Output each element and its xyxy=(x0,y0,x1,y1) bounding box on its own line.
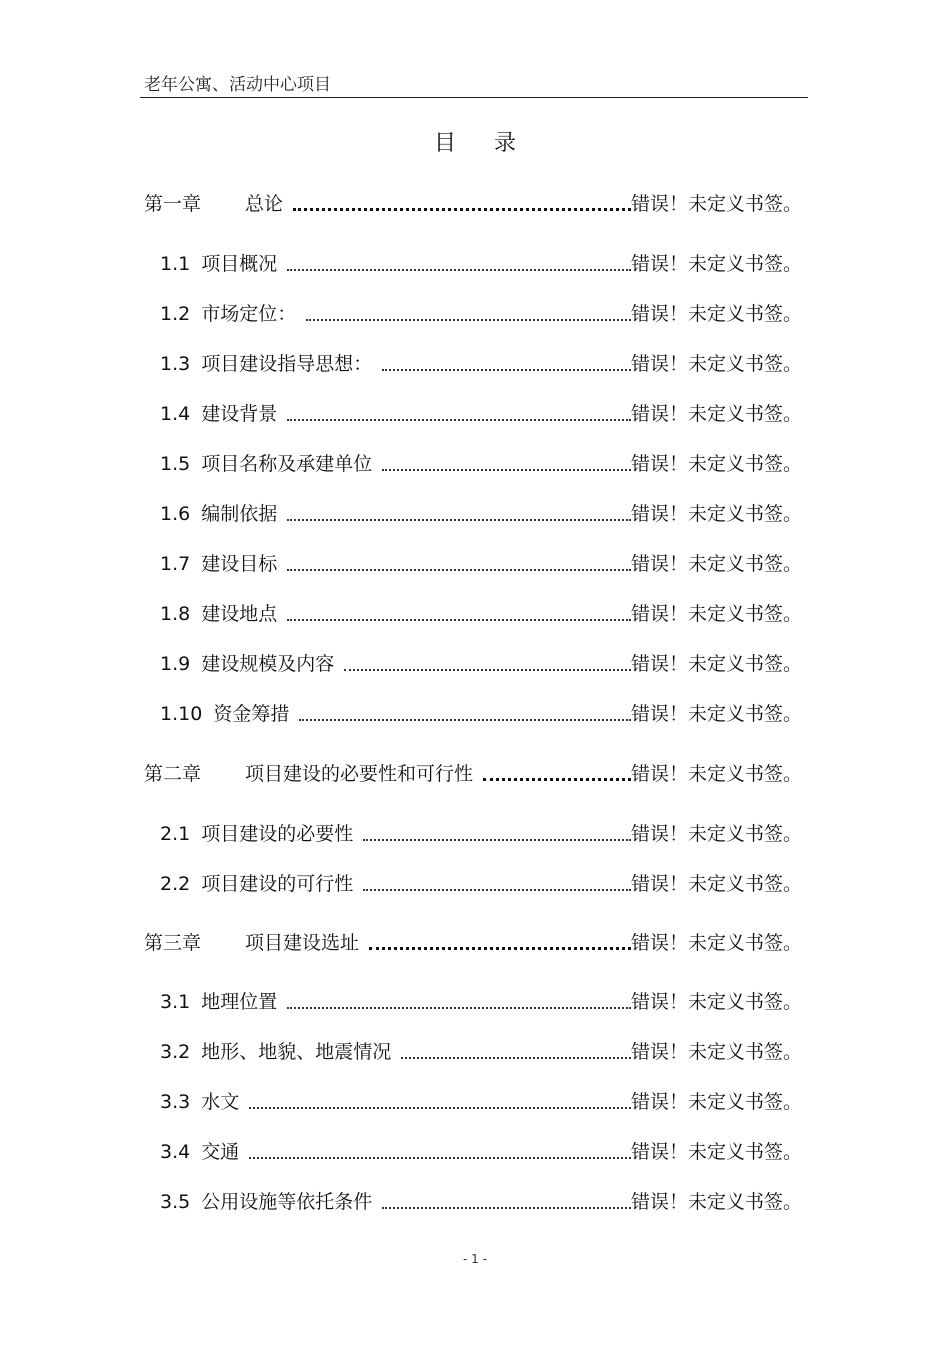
toc-entry-number: 2.1 xyxy=(160,823,191,845)
toc-entry-number: 1.1 xyxy=(160,253,191,275)
toc-entry-label: 交通 xyxy=(201,1141,240,1163)
toc-section-entry[interactable] xyxy=(160,296,802,326)
toc-entry-number: 3.4 xyxy=(160,1141,191,1163)
toc-entry-number: 1.2 xyxy=(160,303,191,325)
toc-entry-number: 第二章 xyxy=(144,763,202,785)
toc-entry-number: 1.5 xyxy=(160,453,191,475)
toc-dot-leader xyxy=(287,619,631,621)
toc-entry-number: 1.6 xyxy=(160,503,191,525)
toc-section-entry[interactable] xyxy=(160,1134,802,1164)
toc-entry-label: 资金筹措 xyxy=(213,703,290,725)
toc-dot-leader xyxy=(382,1207,631,1209)
toc-dot-leader xyxy=(401,1057,631,1059)
toc-entry-label: 水文 xyxy=(201,1091,240,1113)
toc-entry-number: 1.4 xyxy=(160,403,191,425)
toc-chapter-entry[interactable] xyxy=(144,925,802,955)
toc-section-entry[interactable] xyxy=(160,496,802,526)
toc-entry-page-ref: 错误！未定义书签。 xyxy=(630,1191,802,1213)
toc-dot-leader xyxy=(363,889,631,891)
toc-entry-page-ref: 错误！未定义书签。 xyxy=(630,253,802,275)
toc-entry-page-ref: 错误！未定义书签。 xyxy=(630,763,802,785)
toc-section-entry[interactable] xyxy=(160,446,802,476)
toc-entry-page-ref: 错误！未定义书签。 xyxy=(630,603,802,625)
toc-entry-number: 第一章 xyxy=(144,193,202,215)
toc-section-entry[interactable] xyxy=(160,346,802,376)
toc-section-entry[interactable] xyxy=(160,816,802,846)
toc-entry-number: 3.2 xyxy=(160,1041,191,1063)
toc-section-entry[interactable] xyxy=(160,246,802,276)
toc-entry-number: 第三章 xyxy=(144,932,202,954)
toc-entry-page-ref: 错误！未定义书签。 xyxy=(630,1091,802,1113)
toc-dot-leader xyxy=(287,1007,631,1009)
toc-entry-page-ref: 错误！未定义书签。 xyxy=(630,1141,802,1163)
toc-entry-label: 项目建设的必要性 xyxy=(201,823,354,845)
toc-entry-page-ref: 错误！未定义书签。 xyxy=(630,991,802,1013)
toc-entry-label: 建设背景 xyxy=(201,403,278,425)
toc-entry-page-ref: 错误！未定义书签。 xyxy=(630,1041,802,1063)
toc-entry-page-ref: 错误！未定义书签。 xyxy=(630,553,802,575)
toc-dot-leader xyxy=(483,778,631,781)
toc-entry-page-ref: 错误！未定义书签。 xyxy=(630,873,802,895)
toc-chapter-entry[interactable] xyxy=(144,756,802,786)
toc-dot-leader xyxy=(287,569,631,571)
toc-section-entry[interactable] xyxy=(160,1084,802,1114)
toc-entry-label: 公用设施等依托条件 xyxy=(201,1191,373,1213)
toc-section-entry[interactable] xyxy=(160,546,802,576)
toc-entry-label: 地理位置 xyxy=(201,991,278,1013)
toc-dot-leader xyxy=(287,419,631,421)
toc-section-entry[interactable] xyxy=(160,866,802,896)
toc-dot-leader xyxy=(249,1107,631,1109)
toc-dot-leader xyxy=(293,208,631,211)
toc-entry-label: 项目名称及承建单位 xyxy=(201,453,373,475)
toc-entry-number: 3.1 xyxy=(160,991,191,1013)
toc-dot-leader xyxy=(287,519,631,521)
toc-entry-label: 项目建设指导思想： xyxy=(201,353,373,375)
toc-entry-label: 建设目标 xyxy=(201,553,278,575)
toc-entry-label: 项目概况 xyxy=(201,253,278,275)
toc-entry-page-ref: 错误！未定义书签。 xyxy=(630,453,802,475)
toc-entry-page-ref: 错误！未定义书签。 xyxy=(630,353,802,375)
toc-entry-label: 项目建设的可行性 xyxy=(201,873,354,895)
toc-entry-page-ref: 错误！未定义书签。 xyxy=(630,653,802,675)
toc-dot-leader xyxy=(382,369,631,371)
toc-section-entry[interactable] xyxy=(160,596,802,626)
toc-entry-label: 建设地点 xyxy=(201,603,278,625)
toc-entry-page-ref: 错误！未定义书签。 xyxy=(630,193,802,215)
toc-dot-leader xyxy=(306,319,631,321)
page-number: - 1 - xyxy=(463,1252,487,1266)
toc-entry-label: 总论 xyxy=(245,193,284,215)
toc-entry-page-ref: 错误！未定义书签。 xyxy=(630,932,802,954)
toc-dot-leader xyxy=(287,269,631,271)
toc-entry-label: 项目建设选址 xyxy=(245,932,360,954)
toc-title: 目录 xyxy=(433,131,554,156)
toc-entry-number: 1.8 xyxy=(160,603,191,625)
header-rule xyxy=(140,97,808,98)
toc-section-entry[interactable] xyxy=(160,696,802,726)
toc-entry-label: 项目建设的必要性和可行性 xyxy=(245,763,474,785)
toc-entry-number: 1.7 xyxy=(160,553,191,575)
toc-dot-leader xyxy=(344,669,631,671)
toc-entry-label: 编制依据 xyxy=(201,503,278,525)
toc-dot-leader xyxy=(249,1157,631,1159)
toc-section-entry[interactable] xyxy=(160,1184,802,1214)
toc-section-entry[interactable] xyxy=(160,646,802,676)
toc-section-entry[interactable] xyxy=(160,1034,802,1064)
toc-entry-label: 建设规模及内容 xyxy=(201,653,335,675)
toc-entry-page-ref: 错误！未定义书签。 xyxy=(630,403,802,425)
toc-entry-number: 1.3 xyxy=(160,353,191,375)
toc-entry-number: 3.3 xyxy=(160,1091,191,1113)
toc-dot-leader xyxy=(299,719,631,721)
toc-dot-leader xyxy=(382,469,631,471)
toc-entry-label: 市场定位： xyxy=(201,303,297,325)
toc-dot-leader xyxy=(363,839,631,841)
toc-entry-label: 地形、地貌、地震情况 xyxy=(201,1041,392,1063)
toc-entry-page-ref: 错误！未定义书签。 xyxy=(630,503,802,525)
page-header-title: 老年公寓、活动中心项目 xyxy=(144,75,331,95)
toc-entry-number: 3.5 xyxy=(160,1191,191,1213)
toc-entry-page-ref: 错误！未定义书签。 xyxy=(630,303,802,325)
toc-entry-page-ref: 错误！未定义书签。 xyxy=(630,823,802,845)
toc-entry-page-ref: 错误！未定义书签。 xyxy=(630,703,802,725)
toc-entry-number: 2.2 xyxy=(160,873,191,895)
toc-section-entry[interactable] xyxy=(160,984,802,1014)
toc-dot-leader xyxy=(369,947,631,950)
toc-entry-number: 1.9 xyxy=(160,653,191,675)
toc-chapter-entry[interactable] xyxy=(144,186,802,216)
toc-section-entry[interactable] xyxy=(160,396,802,426)
toc-entry-number: 1.10 xyxy=(160,703,203,725)
